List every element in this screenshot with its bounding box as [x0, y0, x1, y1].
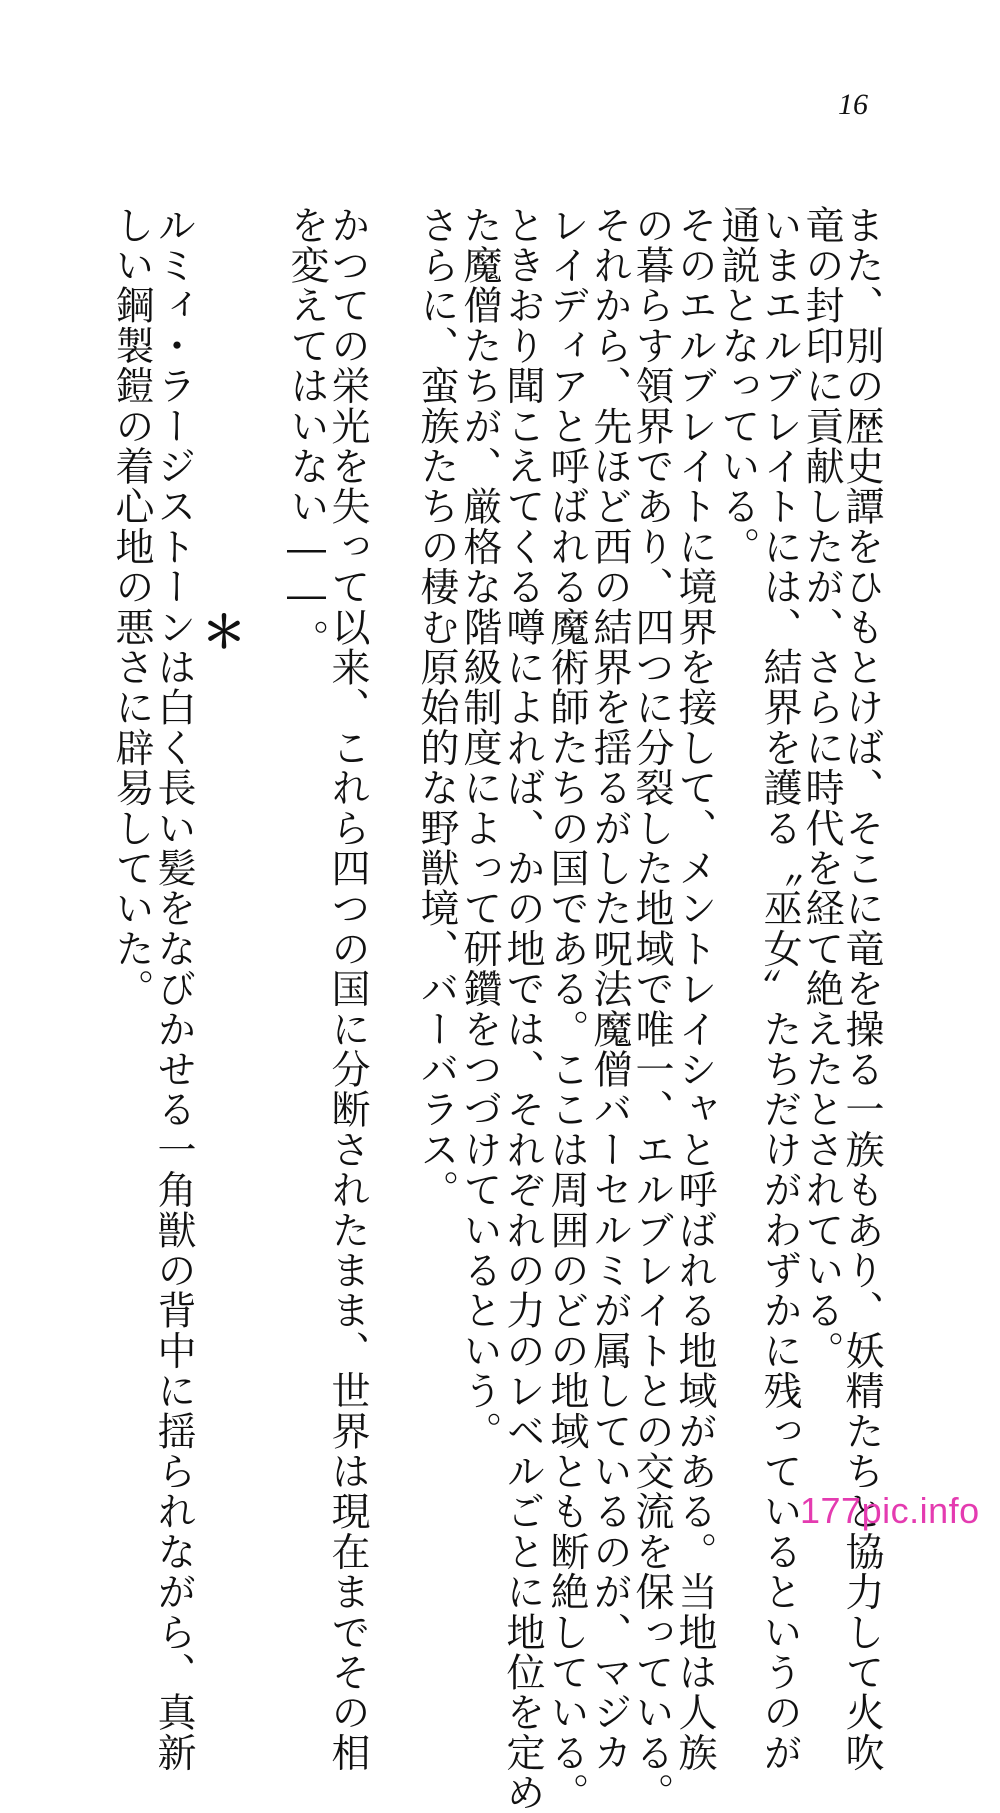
text-column-12: かつての栄光を失って以来、これら四つの国に分断されたまま、世界は現在までその相	[325, 205, 370, 1773]
text-column-5: そのエルブレイトに境界を接して、メントレイシャと呼ばれる地域がある。当地は人族	[672, 205, 717, 1773]
text-column-4: 通説となっている。	[715, 205, 760, 567]
text-column-3: いまエルブレイトには、結界を護る〝巫女〟たちだけがわずかに残っているというのが	[757, 205, 802, 1773]
watermark: 177pic.info	[800, 1490, 980, 1531]
text-column-9: ときおり聞こえてくる噂によれば、かの地では、それぞれの力のレベルごとに地位を定め	[500, 205, 545, 1813]
text-column-10: た魔僧たちが、厳格な階級制度によって研鑽をつづけているという。	[457, 205, 502, 1452]
page-number: 16	[838, 88, 868, 121]
text-column-11: さらに、蛮族たちの棲む原始的な野獣境、バーバラス。	[414, 205, 459, 1210]
text-column-7: それから、先ほど西の結界を揺るがした呪法魔僧バーセルミが属しているのが、マジカ	[587, 205, 632, 1773]
text-column-6: の暮らす領界であり、四つに分裂した地域で唯一、エルブレイトとの交流を保っている。	[629, 205, 674, 1813]
text-column-14: ルミィ・ラージストーンは白く長い髪をなびかせる一角獣の背中に揺られながら、真新	[151, 205, 196, 1773]
section-break-asterisk: ＊	[202, 607, 246, 658]
text-column-8: レイディアと呼ばれる魔術師たちの国である。ここは周囲のどの地域とも断絶している。	[544, 205, 589, 1813]
text-column-1: また、別の歴史譚をひもとけば、そこに竜を操る一族もあり、妖精たちと協力して火吹	[839, 205, 884, 1773]
text-column-15: しい鋼製鎧の着心地の悪さに辟易していた。	[109, 205, 154, 1009]
text-column-13: を変えてはいない――。	[284, 205, 329, 660]
text-column-2: 竜の封印に貢献したが、さらに時代を経て絶えたとされている。	[799, 205, 844, 1371]
